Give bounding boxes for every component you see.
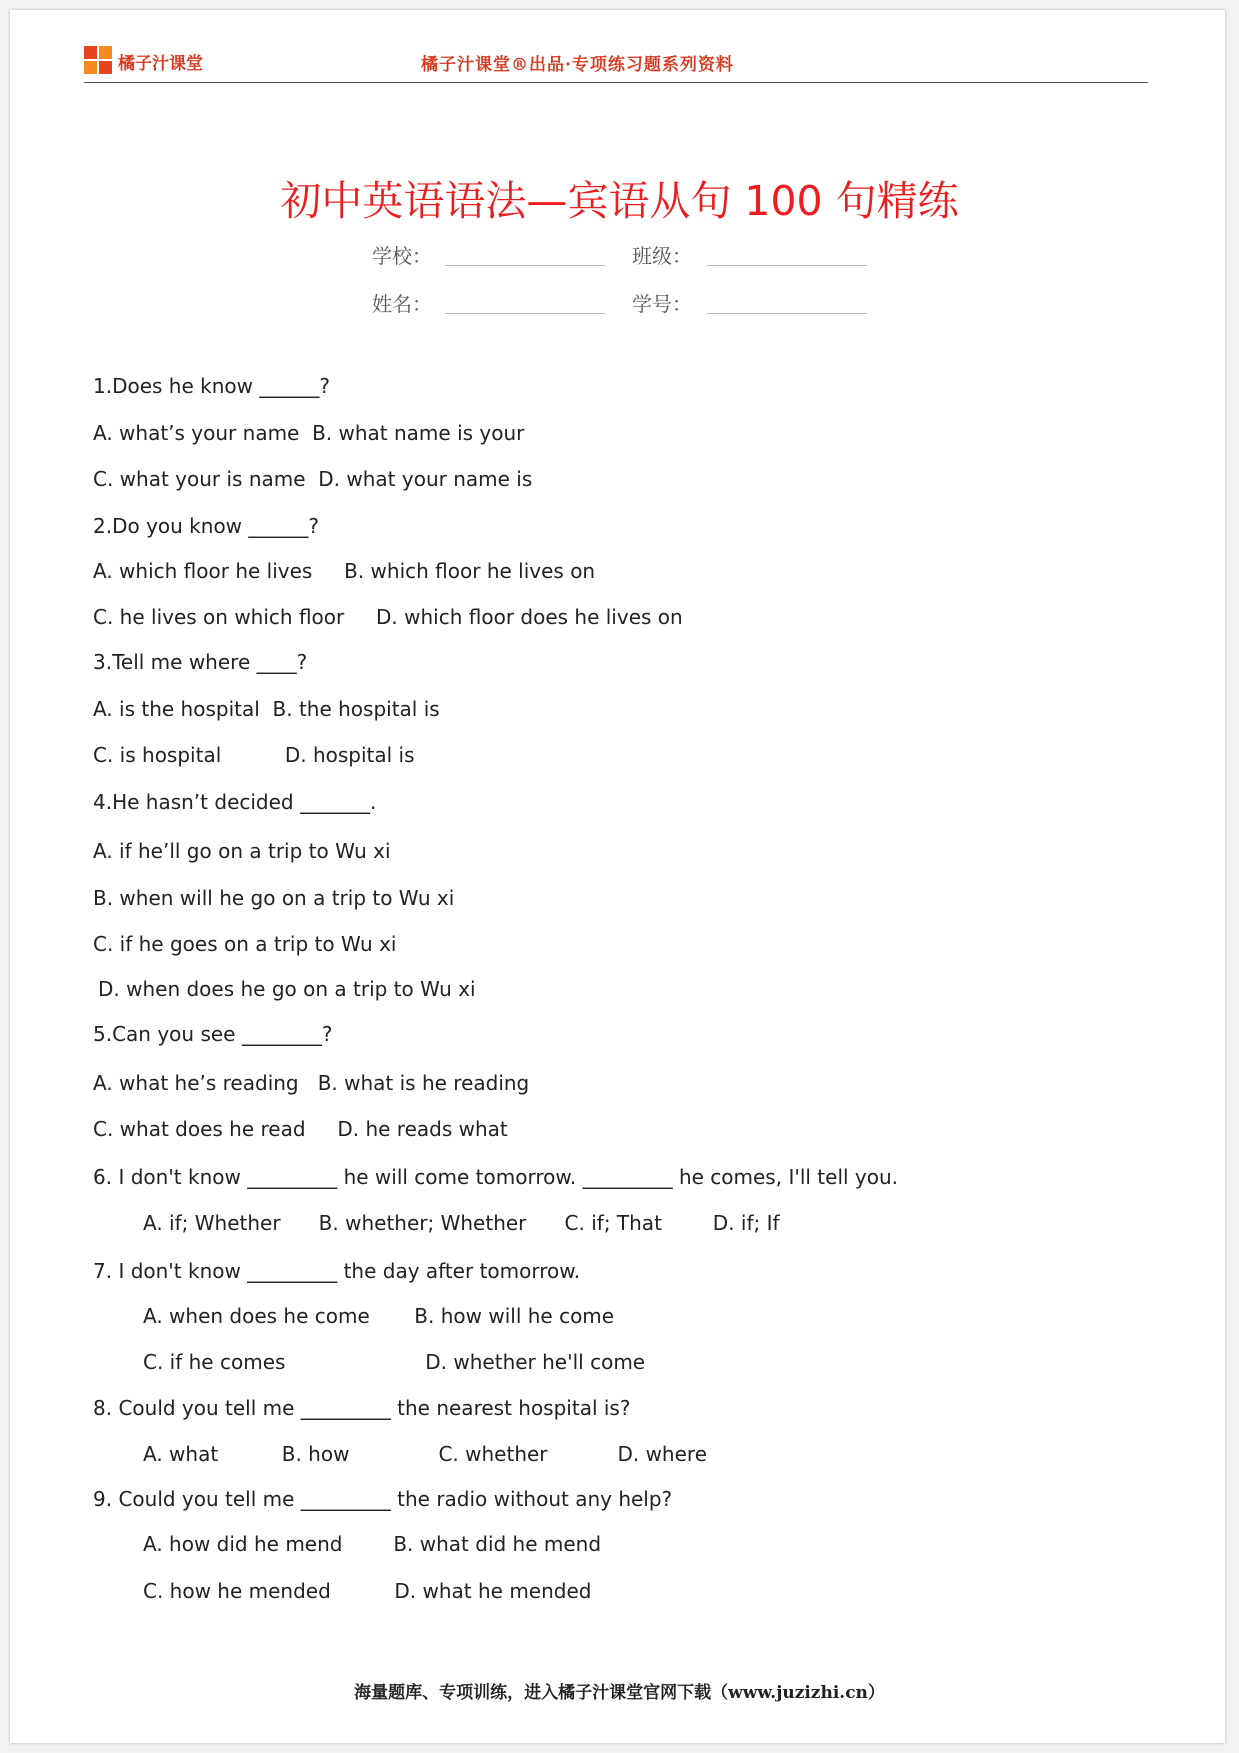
question-9: 9. Could you tell me _________ the radio without any help?	[93, 1487, 673, 1511]
document-title: 初中英语语法—宾语从句 100 句精练	[280, 177, 959, 225]
document-page	[10, 10, 1225, 1743]
option-line: C. what does he read D. he reads what	[93, 1117, 508, 1141]
option-line: A. what he’s reading B. what is he reading	[93, 1071, 530, 1095]
page-header	[84, 36, 1148, 83]
brand-logo	[84, 46, 203, 76]
option-line: A. if; Whether B. whether; Whether C. if; That D. if; If	[143, 1211, 780, 1235]
option-line: A. which floor he lives B. which floor he lives on	[93, 559, 596, 583]
logo-icon	[84, 46, 114, 76]
question-5: 5.Can you see ________?	[93, 1022, 333, 1046]
question-4: 4.He hasn’t decided _______.	[93, 790, 377, 814]
option-line: C. how he mended D. what he mended	[143, 1579, 592, 1603]
option-line: A. how did he mend B. what did he mend	[143, 1532, 602, 1556]
option-line: C. if he goes on a trip to Wu xi	[93, 932, 397, 956]
school-blank	[445, 265, 605, 266]
option-line: A. what B. how C. whether D. where	[143, 1442, 707, 1466]
option-line: B. when will he go on a trip to Wu xi	[93, 886, 455, 910]
school-label: 学校：	[372, 244, 432, 268]
option-line: A. if he’ll go on a trip to Wu xi	[93, 839, 391, 863]
page-footer: 海量题库、专项训练，进入橘子汁课堂官网下载（www.juzizhi.cn）	[354, 1683, 885, 1703]
question-7: 7. I don't know _________ the day after tomorrow.	[93, 1259, 581, 1283]
class-label: 班级：	[632, 244, 692, 268]
option-line: A. when does he come B. how will he come	[143, 1304, 615, 1328]
class-blank	[707, 265, 867, 266]
question-8: 8. Could you tell me _________ the nearest hospital is?	[93, 1396, 631, 1420]
option-line: C. if he comes D. whether he'll come	[143, 1350, 646, 1374]
option-line: C. is hospital D. hospital is	[93, 743, 415, 767]
student-no-blank	[707, 313, 867, 314]
name-blank	[445, 313, 605, 314]
header-title: 橘子汁课堂®出品·专项练习题系列资料	[421, 55, 734, 75]
name-label: 姓名：	[372, 292, 432, 316]
question-2: 2.Do you know ______?	[93, 514, 320, 538]
option-line: A. is the hospital B. the hospital is	[93, 697, 440, 721]
brand-name: 橘子汁课堂	[118, 53, 203, 74]
option-line: A. what’s your name B. what name is your	[93, 421, 525, 445]
option-line: C. he lives on which floor D. which floor does he lives on	[93, 605, 683, 629]
question-3: 3.Tell me where ____?	[93, 650, 308, 674]
option-line: D. when does he go on a trip to Wu xi	[98, 977, 476, 1001]
student-no-label: 学号：	[632, 292, 692, 316]
question-1: 1.Does he know ______?	[93, 374, 330, 398]
option-line: C. what your is name D. what your name is	[93, 467, 533, 491]
question-6: 6. I don't know _________ he will come tomorrow. _________ he comes, I'll tell you.	[93, 1165, 899, 1189]
